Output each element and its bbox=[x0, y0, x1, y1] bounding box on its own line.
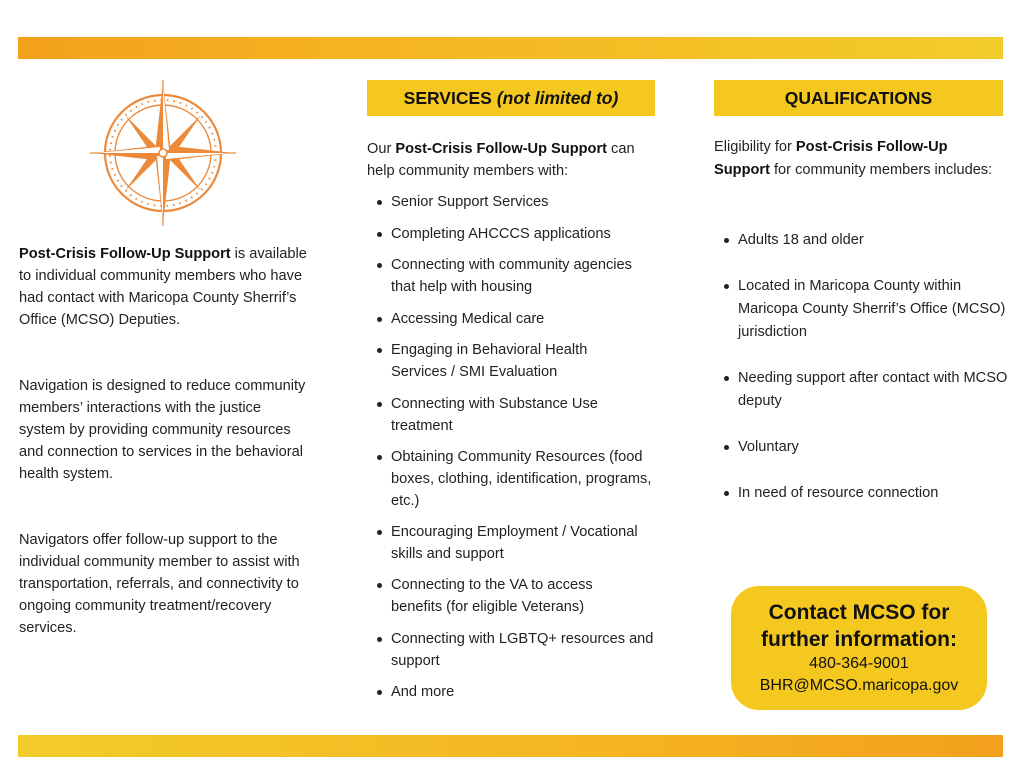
qualifications-intro-pre: Eligibility for bbox=[714, 139, 796, 155]
contact-title-line2: further information: bbox=[761, 628, 957, 651]
bottom-gradient-band bbox=[18, 735, 1003, 757]
contact-title bbox=[731, 599, 987, 653]
list-item: Completing AHCCCS applications bbox=[367, 223, 667, 245]
qualifications-intro bbox=[714, 136, 994, 182]
list-item: Needing support after contact with MCSO deputy bbox=[714, 367, 1008, 413]
top-gradient-band bbox=[18, 37, 1003, 59]
list-item: In need of resource connection bbox=[714, 482, 1008, 505]
services-intro-program: Post-Crisis Follow-Up Support bbox=[395, 141, 607, 157]
services-heading-text: SERVICES bbox=[403, 87, 492, 108]
compass-rose-icon bbox=[90, 80, 236, 226]
navigators-paragraph: Navigators offer follow-up support to the individual community member to assist with transportation, referrals, and connectivity to ongoing community treatment/recovery services. bbox=[19, 532, 300, 636]
list-item: Connecting with LGBTQ+ resources and support bbox=[367, 628, 667, 672]
services-intro bbox=[367, 138, 657, 182]
services-intro-post: can help community members with: bbox=[367, 141, 635, 179]
list-item: Connecting to the VA to access benefits (for eligible Veterans) bbox=[367, 574, 641, 618]
services-heading-italic: (not limited to) bbox=[496, 87, 619, 108]
list-item: And more bbox=[367, 681, 667, 703]
qualifications-intro-program: Post-Crisis Follow-Up Support bbox=[714, 139, 948, 178]
intro-paragraph bbox=[19, 243, 309, 331]
list-item: Adults 18 and older bbox=[714, 229, 1008, 252]
services-intro-pre: Our bbox=[367, 141, 396, 157]
navigation-paragraph: Navigation is designed to reduce community members’ interactions with the justice system by providing community resources and connection to services in the behavioral health system. bbox=[19, 378, 306, 482]
contact-title-line1: Contact MCSO for bbox=[768, 601, 950, 624]
list-item: Connecting with community agencies that help with housing bbox=[367, 254, 641, 298]
list-item: Engaging in Behavioral Health Services / SMI Evaluation bbox=[367, 339, 641, 383]
qualifications-intro-post: for community members includes: bbox=[769, 162, 993, 178]
contact-email[interactable]: BHR@MCSO.maricopa.gov bbox=[759, 677, 959, 694]
program-name: Post-Crisis Follow-Up Support bbox=[19, 246, 231, 262]
contact-phone[interactable]: 480-364-9001 bbox=[809, 655, 909, 672]
list-item: Located in Maricopa County within Maricopa County Sherrif’s Office (MCSO) jurisdiction bbox=[714, 275, 1008, 344]
intro-text: is available to individual community members who have had contact with Maricopa County Sherrif’s Office (MCSO) Deputies. bbox=[19, 246, 307, 328]
list-item: Accessing Medical care bbox=[367, 308, 667, 330]
list-item: Encouraging Employment / Vocational skills and support bbox=[367, 521, 641, 565]
list-item: Voluntary bbox=[714, 436, 1008, 459]
list-item: Senior Support Services bbox=[367, 191, 667, 213]
qualifications-heading: QUALIFICATIONS bbox=[714, 80, 1003, 116]
services-heading bbox=[367, 80, 655, 116]
list-item: Connecting with Substance Use treatment bbox=[367, 393, 641, 437]
list-item: Obtaining Community Resources (food boxes, clothing, identification, programs, etc.) bbox=[367, 446, 667, 512]
contact-box bbox=[731, 586, 987, 710]
